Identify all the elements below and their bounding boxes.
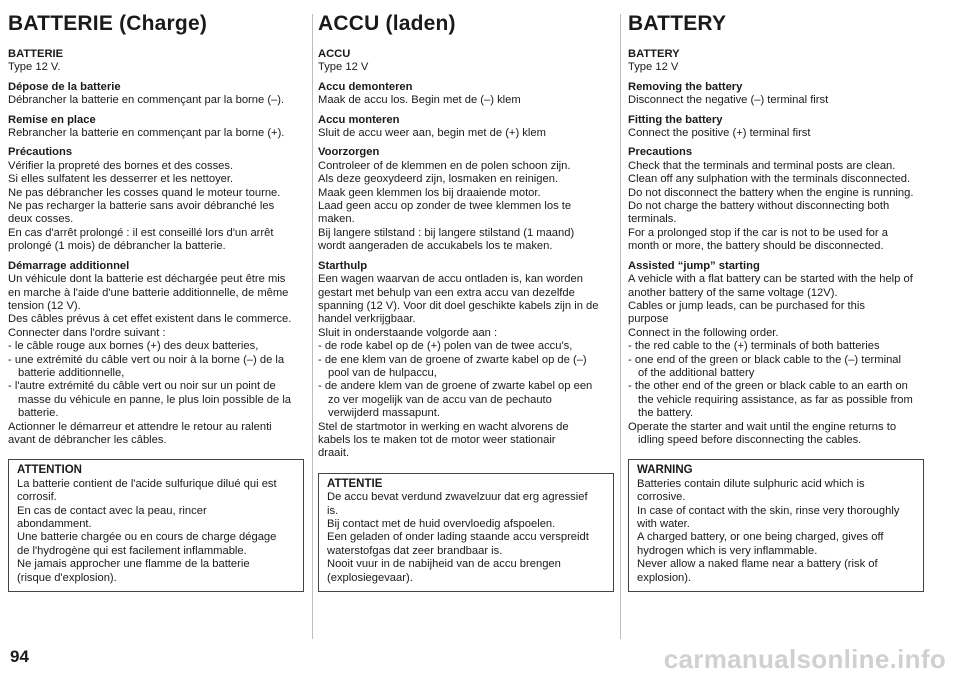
text-line: Un véhicule dont la batterie est déchargée peut être mis (8, 273, 286, 286)
column-separator (312, 14, 313, 639)
instruction-section (628, 81, 928, 108)
instruction-section (8, 260, 308, 448)
section-heading: Accu monteren (318, 113, 400, 126)
text-line: Stel de startmotor in werking en wacht alvorens de (318, 420, 569, 433)
text-line: Ne pas recharger la batterie sans avoir débranché les (8, 200, 275, 213)
column-english (628, 12, 928, 592)
text-line: draait. (318, 447, 350, 460)
warning-box (8, 459, 304, 592)
text-line: Maak geen klemmen los bij draaiende motor. (318, 186, 541, 199)
warning-line: is. (327, 504, 339, 517)
instruction-section (318, 81, 618, 108)
warning-line: La batterie contient de l'acide sulfurique dilué qui est (17, 477, 277, 490)
text-line: Rebrancher la batterie en commençant par la borne (+). (8, 127, 285, 140)
text-line: A vehicle with a flat battery can be started with the help of (628, 273, 913, 286)
text-line: purpose (628, 313, 669, 326)
text-line: Operate the starter and wait until the engine returns to (628, 420, 897, 433)
section-heading: Starthulp (318, 259, 368, 272)
text-line: en marche à l'aide d'une batterie additionnelle, de même (8, 286, 289, 299)
warning-line: Bij contact met de huid overvloedig afspoelen. (327, 518, 556, 530)
text-line: Laad geen accu op zonder de twee klemmen los te (318, 200, 572, 213)
section-heading: Dépose de la batterie (8, 80, 121, 93)
text-line: Ne pas débrancher les cosses quand le moteur tourne. (8, 186, 281, 199)
text-line: - de andere klem van de groene of zwarte kabel op een (318, 380, 593, 393)
instruction-section (628, 114, 928, 141)
warning-line: En cas de contact avec la peau, rincer (17, 504, 207, 517)
warning-line: Ne jamais approcher une flamme de la batterie (17, 558, 250, 571)
text-line: terminals. (628, 213, 677, 226)
text-line: Controleer of de klemmen en de polen schoon zijn. (318, 159, 571, 172)
warning-line: Batteries contain dilute sulphuric acid which is (637, 477, 865, 490)
section-heading: Accu demonteren (318, 80, 413, 93)
text-line: Si elles sulfatent les desserrer et les nettoyer. (8, 173, 234, 186)
warning-box (318, 473, 614, 592)
warning-line: hydrogen which is very inflammable. (637, 544, 818, 557)
warning-line: (explosiegevaar). (327, 571, 413, 584)
warning-line: abondamment. (17, 518, 92, 530)
warning-line: Never allow a naked flame near a battery (risk of (637, 558, 878, 571)
column-french (8, 12, 308, 592)
text-line: zo ver mogelijk van de accu van de pechauto (328, 393, 552, 406)
section-heading: Précautions (8, 146, 73, 159)
instruction-section (628, 146, 928, 253)
section-title: BATTERIE (Charge) (8, 12, 208, 35)
component-label: BATTERIE (8, 48, 64, 60)
text-line: Cables or jump leads, can be purchased for this (628, 299, 865, 312)
text-line: tension (12 V). (8, 299, 81, 312)
text-line: - de rode kabel op de (+) polen van de twee accu's, (318, 340, 573, 353)
text-line: another battery of the same voltage (12V). (628, 286, 838, 299)
warning-line: De accu bevat verdund zwavelzuur dat erg agressief (327, 491, 588, 504)
text-line: Actionner le démarreur et attendre le retour au ralenti (8, 420, 272, 433)
column-dutch (318, 12, 618, 592)
section-heading: Assisted “jump” starting (628, 259, 760, 272)
instruction-section (318, 260, 618, 461)
section-heading: Voorzorgen (318, 146, 380, 159)
text-line: Maak de accu los. Begin met de (–) klem (318, 94, 521, 107)
section-heading: Fitting the battery (628, 113, 723, 126)
warning-line: corrosive. (637, 491, 686, 504)
text-line: masse du véhicule en panne, le plus loin possible de la (18, 393, 292, 406)
text-line: Disconnect the negative (–) terminal first (628, 94, 829, 107)
text-line: For a prolonged stop if the car is not to be used for a (628, 226, 888, 239)
text-line: pool van de hulpaccu, (328, 366, 437, 379)
text-line: Do not disconnect the battery when the engine is running. (628, 186, 914, 199)
text-line: gestart met behulp van een extra accu van dezelfde (318, 286, 575, 299)
warning-title: ATTENTION (17, 464, 82, 477)
text-line: maken. (318, 213, 355, 226)
instruction-section (628, 260, 928, 448)
text-line: of the additional battery (638, 366, 755, 379)
component-type: Type 12 V. (8, 61, 61, 74)
instruction-section (8, 81, 308, 108)
text-line: - the red cable to the (+) terminals of both batteries (628, 340, 880, 353)
component-type: Type 12 V (628, 61, 679, 74)
section-title: ACCU (laden) (318, 12, 456, 35)
text-line: Débrancher la batterie en commençant par la borne (–). (8, 94, 285, 107)
warning-line: (risque d'explosion). (17, 571, 117, 584)
text-line: batterie additionnelle, (18, 366, 125, 379)
text-line: Als deze geoxydeerd zijn, losmaken en reinigen. (318, 173, 559, 186)
text-line: Connecter dans l'ordre suivant : (8, 326, 166, 339)
text-line: verwijderd massapunt. (328, 407, 440, 420)
section-heading: Démarrage additionnel (8, 259, 130, 272)
warning-line: A charged battery, or one being charged, gives off (637, 531, 884, 544)
instruction-section (8, 114, 308, 141)
text-line: the vehicle requiring assistance, as far as possible from (638, 393, 913, 406)
instruction-section (8, 146, 308, 253)
component-type: Type 12 V (318, 61, 369, 74)
text-line: - le câble rouge aux bornes (+) des deux batteries, (8, 340, 259, 353)
instruction-section (318, 114, 618, 141)
text-line: the battery. (638, 407, 694, 420)
section-heading: Precautions (628, 146, 693, 159)
text-line: Sluit in onderstaande volgorde aan : (318, 326, 498, 339)
text-line: - l'autre extrémité du câble vert ou noir sur un point de (8, 380, 276, 393)
text-line: - one end of the green or black cable to the (–) terminal (628, 353, 902, 366)
text-line: - the other end of the green or black cable to an earth on (628, 380, 908, 393)
warning-line: Une batterie chargée ou en cours de charge dégage (17, 531, 277, 544)
warning-line: waterstofgas dat zeer brandbaar is. (327, 544, 503, 557)
text-line: Een wagen waarvan de accu ontladen is, kan worden (318, 273, 583, 286)
warning-title: ATTENTIE (327, 477, 383, 490)
text-line: batterie. (18, 407, 59, 420)
warning-line: Een geladen of onder lading staande accu verspreidt (327, 531, 589, 544)
section-title: BATTERY (628, 12, 727, 35)
section-heading: Removing the battery (628, 80, 743, 93)
text-line: Sluit de accu weer aan, begin met de (+) klem (318, 127, 546, 140)
text-line: idling speed before disconnecting the cables. (638, 433, 862, 446)
warning-line: In case of contact with the skin, rinse very thoroughly (637, 504, 900, 517)
component-label: BATTERY (628, 48, 680, 60)
text-line: prolongé (1 mois) de débrancher la batterie. (8, 240, 226, 253)
text-line: Check that the terminals and terminal posts are clean. (628, 159, 896, 172)
text-line: month or more, the battery should be disconnected. (628, 240, 884, 253)
text-line: Bij langere stilstand : bij langere stilstand (1 maand) (318, 226, 575, 239)
text-line: wordt aangeraden de accukabels los te maken. (318, 240, 553, 253)
text-line: kabels los te maken tot de motor weer stationair (318, 433, 556, 446)
warning-line: explosion). (637, 571, 692, 584)
section-heading: Remise en place (8, 113, 96, 126)
warning-title: WARNING (637, 464, 693, 477)
watermark: carmanualsonline.info (663, 644, 946, 674)
text-line: spanning (12 V). Voor dit doel geschikte kabels zijn in de (318, 299, 599, 312)
warning-line: Nooit vuur in de nabijheid van de accu brengen (327, 558, 561, 571)
text-line: - de ene klem van de groene of zwarte kabel op de (–) (318, 353, 587, 366)
text-line: Connect in the following order. (628, 326, 779, 339)
page-number: 94 (10, 647, 29, 666)
text-line: - une extrémité du câble vert ou noir à la borne (–) de la (8, 353, 285, 366)
text-line: Clean off any sulphation with the terminals disconnected. (628, 173, 911, 186)
instruction-section (318, 146, 618, 253)
text-line: Vérifier la propreté des bornes et des cosses. (8, 159, 234, 172)
text-line: Des câbles prévus à cet effet existent dans le commerce. (8, 313, 292, 326)
warning-line: with water. (637, 518, 690, 530)
column-separator (620, 14, 621, 639)
text-line: Connect the positive (+) terminal first (628, 127, 811, 140)
text-line: En cas d'arrêt prolongé : il est conseillé lors d'un arrêt (8, 226, 274, 239)
text-line: Do not charge the battery without disconnecting both (628, 200, 890, 213)
warning-line: de l'hydrogène qui est facilement inflammable. (17, 544, 247, 557)
warning-box (628, 459, 924, 592)
component-label: ACCU (318, 48, 351, 60)
text-line: avant de débrancher les câbles. (8, 433, 167, 446)
text-line: deux cosses. (8, 213, 74, 226)
text-line: handel verkrijgbaar. (318, 313, 416, 326)
warning-line: corrosif. (17, 491, 57, 504)
